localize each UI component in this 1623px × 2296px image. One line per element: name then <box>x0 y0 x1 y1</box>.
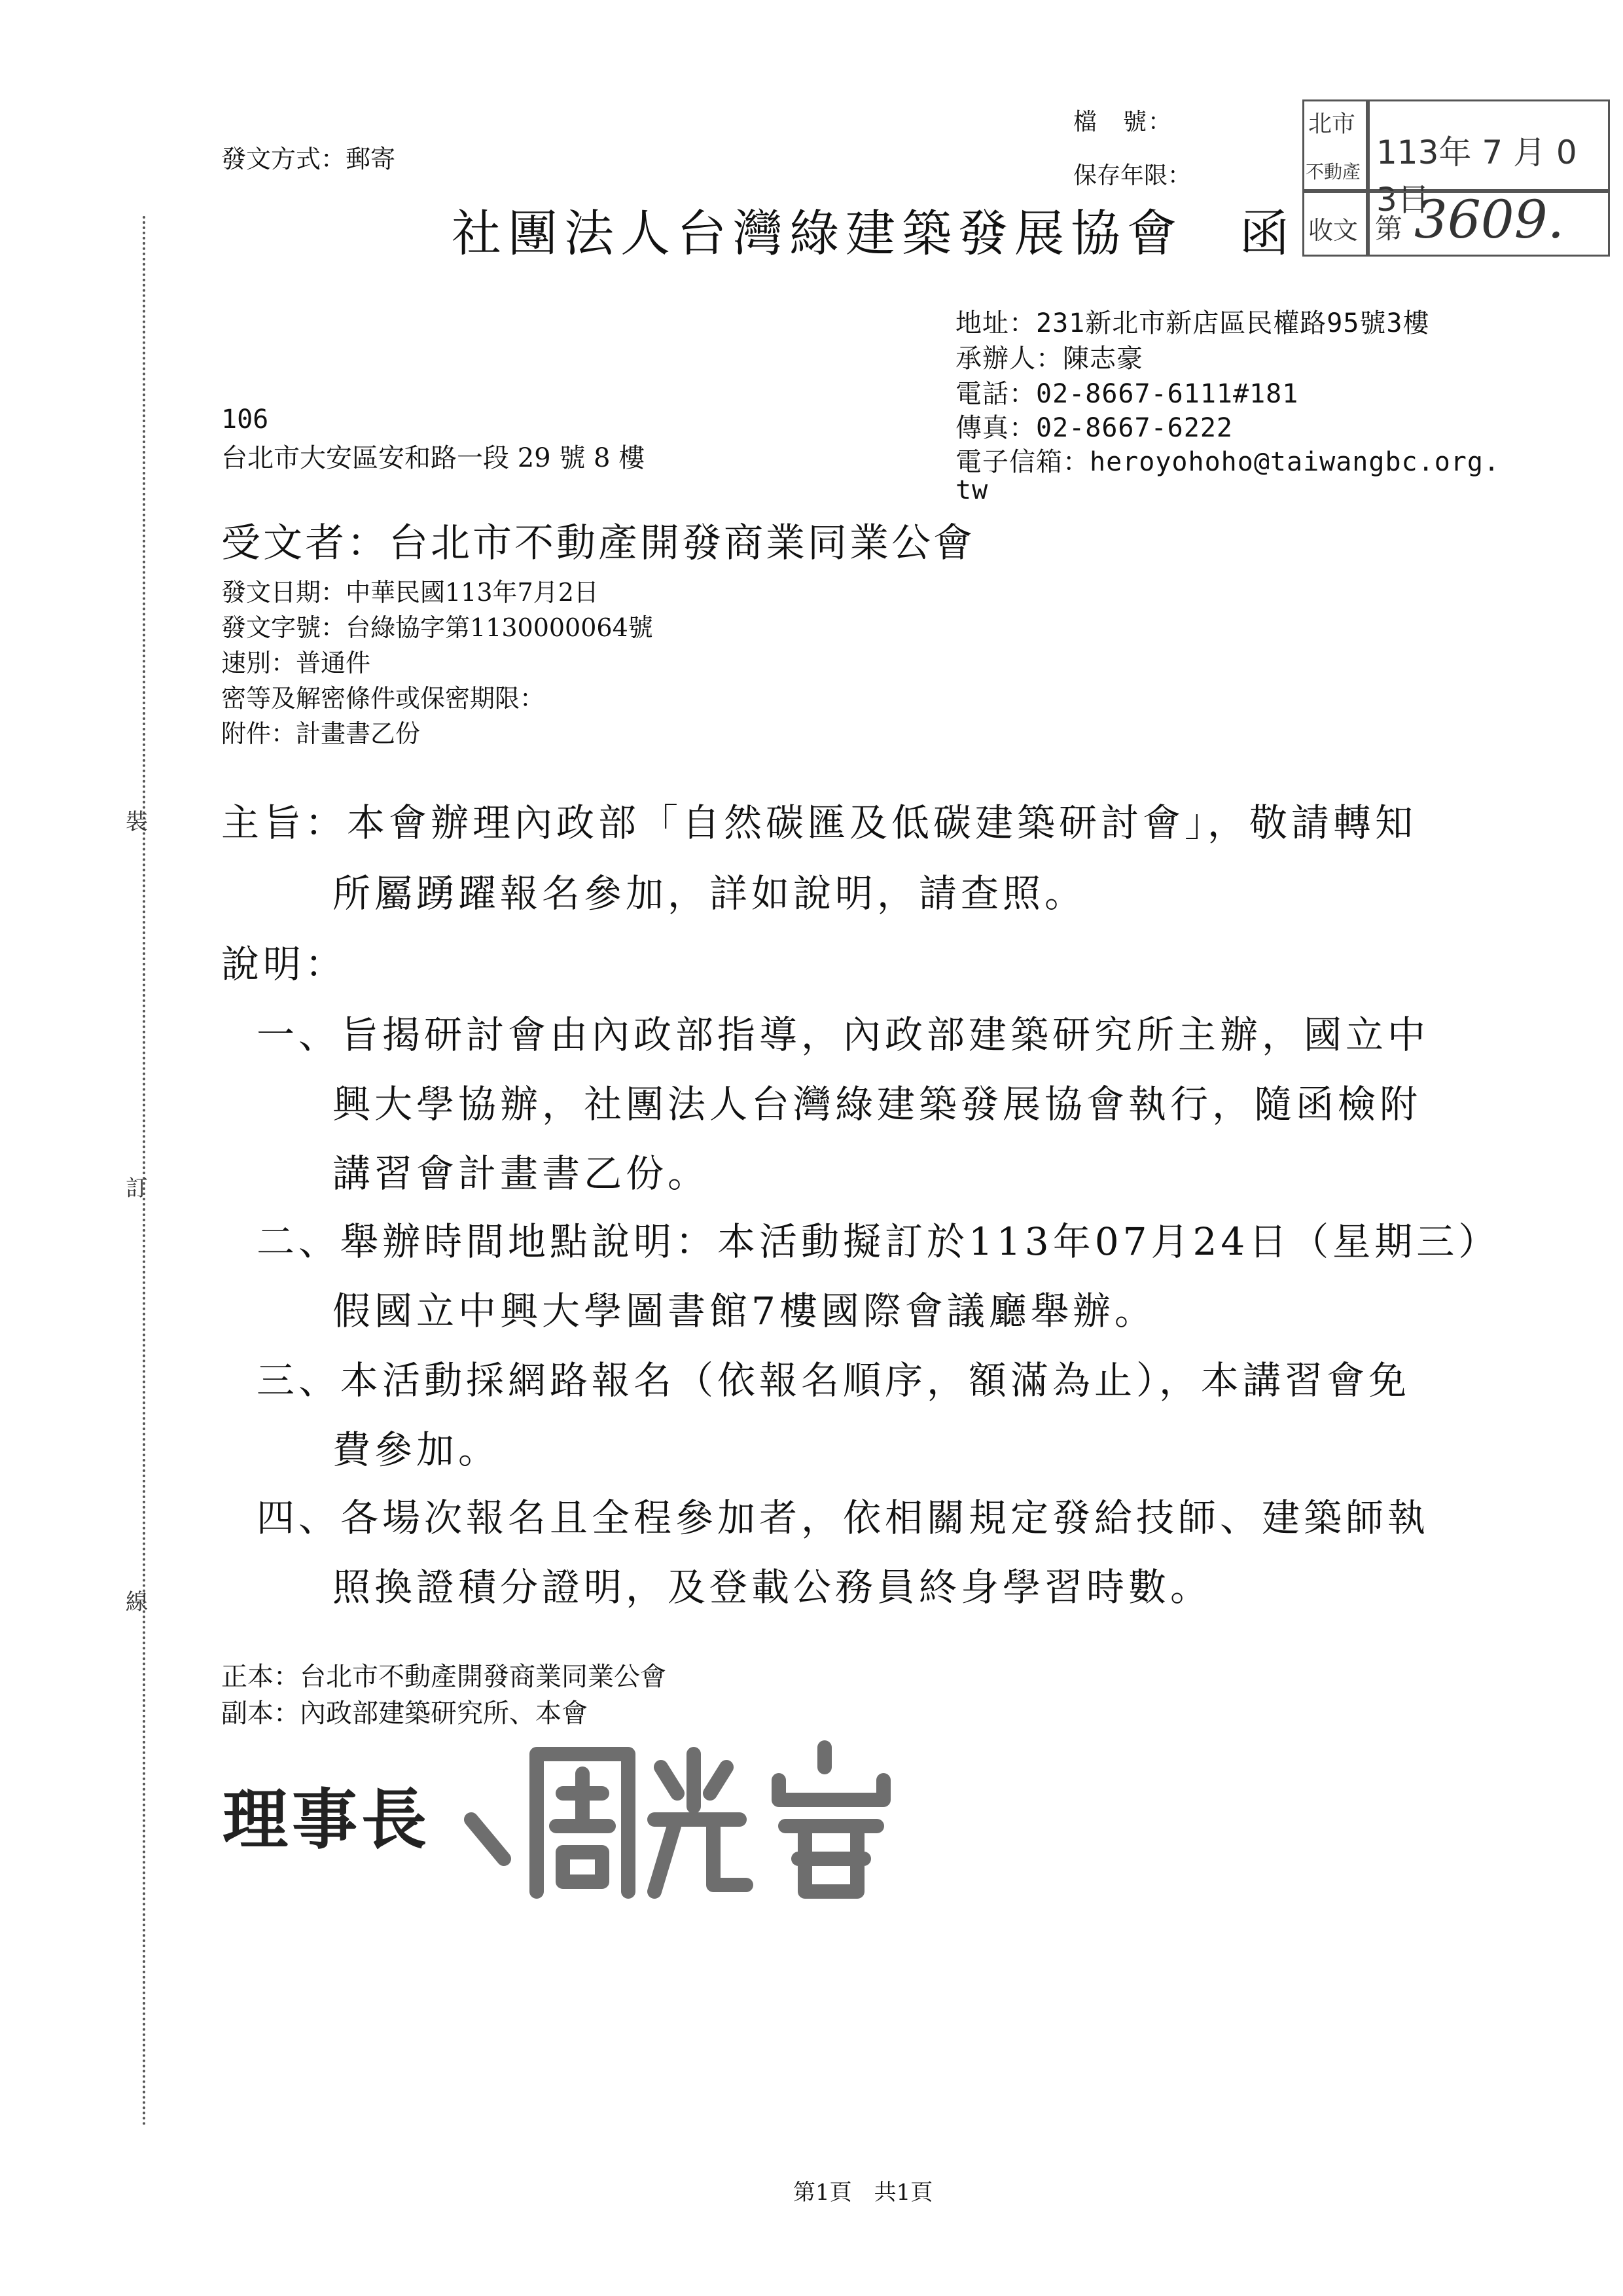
explanation-item-3-line-2: 費參加。 <box>332 1427 501 1472</box>
original-recipient: 正本：台北市不動產開發商業同業公會 <box>221 1662 666 1692</box>
sender-email: 電子信箱：heroyohoho@taiwangbc.org. <box>955 447 1501 477</box>
attachment: 附件：計畫書乙份 <box>221 719 421 748</box>
sender-phone: 電話：02-8667-6111#181 <box>955 379 1299 409</box>
stamp-date: 113年 7 月 0 3日 <box>1376 134 1577 219</box>
stamp-city: 北市 <box>1308 111 1356 137</box>
binding-char-zhuang: 裝 <box>126 809 148 835</box>
binding-char-ding: 訂 <box>126 1175 148 1202</box>
explanation-item-1-line-2: 興大學協辦，社團法人台灣綠建築發展協會執行，隨函檢附 <box>332 1082 1422 1126</box>
stamp-city-cell <box>1302 99 1368 191</box>
stamp-date-cell <box>1368 99 1610 219</box>
explanation-item-4-line-2: 照換證積分證明，及登載公務員終身學習時數。 <box>332 1565 1213 1609</box>
signature-seal <box>458 1728 929 1911</box>
file-number-label: 檔 號： <box>1073 109 1173 135</box>
explanation-item-1-line-1: 一、旨揭研討會由內政部指導，內政部建築研究所主辦，國立中 <box>257 1013 1430 1057</box>
explanation-label: 說明： <box>221 942 348 986</box>
stamp-number: 3609. <box>1414 189 1565 250</box>
page-footer: 第1頁 共1頁 <box>793 2179 933 2206</box>
sender-handler: 承辦人：陳志豪 <box>955 344 1143 374</box>
document-title: 社團法人台灣綠建築發展協會 函 <box>452 204 1296 262</box>
retention-period-label: 保存年限： <box>1073 162 1192 189</box>
sender-fax: 傳真：02-8667-6222 <box>955 413 1233 443</box>
explanation-item-4-line-1: 四、各場次報名且全程參加者，依相關規定發給技師、建築師執 <box>257 1496 1430 1540</box>
recipient-address: 台北市大安區安和路一段 29 號 8 樓 <box>221 443 645 473</box>
signature-title: 理事長 <box>223 1781 431 1858</box>
recipient: 受文者：台北市不動產開發商業同業公會 <box>221 520 975 566</box>
subject-line-1: 主旨：本會辦理內政部「自然碳匯及低碳建築研討會」，敬請轉知 <box>221 800 1418 845</box>
explanation-item-1-line-3: 講習會計畫書乙份。 <box>332 1151 710 1196</box>
subject-line-2: 所屬踴躍報名參加，詳如說明，請查照。 <box>332 871 1087 916</box>
explanation-item-2-line-2: 假國立中興大學圖書館7樓國際會議廳舉辦。 <box>332 1289 1156 1333</box>
stamp-receipt: 收文 <box>1308 216 1359 245</box>
delivery-speed: 速別：普通件 <box>221 649 371 677</box>
sender-email-continued: tw <box>955 475 989 505</box>
stamp-receipt-cell <box>1302 191 1368 257</box>
issue-date: 發文日期：中華民國113年7月2日 <box>221 578 599 607</box>
received-stamp <box>1302 99 1610 296</box>
stamp-org: 不動產 <box>1306 161 1361 183</box>
recipient-zip: 106 <box>221 404 269 435</box>
explanation-item-2-line-1: 二、舉辦時間地點說明：本活動擬訂於113年07月24日（星期三） <box>257 1219 1501 1264</box>
secrecy-level: 密等及解密條件或保密期限： <box>221 684 545 713</box>
copy-recipient: 副本：內政部建築研究所、本會 <box>221 1698 588 1729</box>
stamp-number-prefix: 第 <box>1375 213 1403 245</box>
document-number: 發文字號：台綠協字第1130000064號 <box>221 613 653 642</box>
explanation-item-3-line-1: 三、本活動採網路報名（依報名順序，額滿為止），本講習會免 <box>257 1358 1411 1403</box>
sender-address: 地址：231新北市新店區民權路95號3樓 <box>955 308 1430 338</box>
send-method: 發文方式：郵寄 <box>221 145 396 173</box>
stamp-number-cell <box>1368 191 1610 257</box>
binding-char-xian: 線 <box>126 1589 148 1615</box>
